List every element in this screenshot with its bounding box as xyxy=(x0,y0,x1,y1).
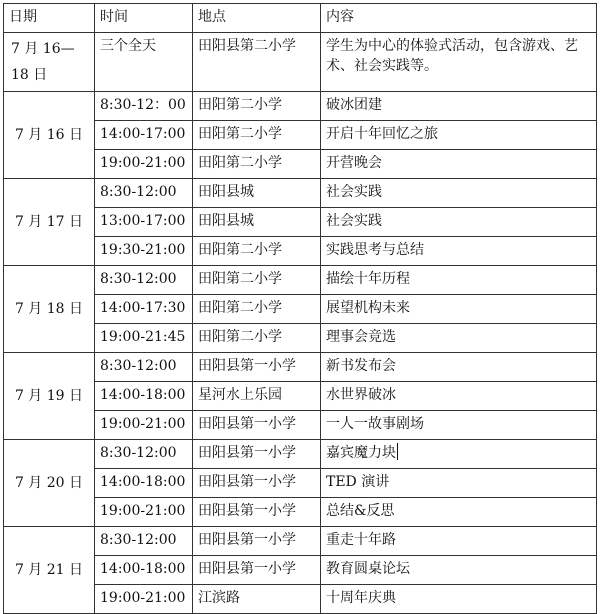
header-place: 地点 xyxy=(193,4,321,33)
date-cell: 7 月 17 日 xyxy=(4,179,95,266)
date-cell: 7 月 21 日 xyxy=(4,527,95,614)
place-cell: 田阳第二小学 xyxy=(193,92,321,121)
time-cell: 19:00-21:00 xyxy=(95,585,193,614)
table-row xyxy=(4,440,597,469)
content-cell: 新书发布会 xyxy=(321,353,597,382)
time-cell: 14:00-18:00 xyxy=(95,556,193,585)
time-cell: 8:30-12：00 xyxy=(95,92,193,121)
table-row xyxy=(4,179,597,208)
table-row xyxy=(4,92,597,121)
text-cursor xyxy=(397,443,398,460)
content-cell: 重走十年路 xyxy=(321,527,597,556)
time-cell: 14:00-17:00 xyxy=(95,121,193,150)
content-cell: 十周年庆典 xyxy=(321,585,597,614)
place-cell: 田阳第二小学 xyxy=(193,295,321,324)
content-cell: 教育圆桌论坛 xyxy=(321,556,597,585)
place-cell: 田阳县第二小学 xyxy=(193,33,321,92)
content-cell: 理事会竞选 xyxy=(321,324,597,353)
time-cell: 19:30-21:00 xyxy=(95,237,193,266)
content-cell: 展望机构未来 xyxy=(321,295,597,324)
time-cell: 14:00-18:00 xyxy=(95,469,193,498)
time-cell: 8:30-12:00 xyxy=(95,353,193,382)
content-cell: 开启十年回忆之旅 xyxy=(321,121,597,150)
place-cell: 田阳县第一小学 xyxy=(193,440,321,469)
place-cell: 田阳县第一小学 xyxy=(193,527,321,556)
time-cell: 三个全天 xyxy=(95,33,193,92)
content-cell: 开营晚会 xyxy=(321,150,597,179)
place-cell: 田阳县城 xyxy=(193,179,321,208)
content-cell: 社会实践 xyxy=(321,208,597,237)
place-cell: 田阳第二小学 xyxy=(193,121,321,150)
time-cell: 19:00-21:00 xyxy=(95,498,193,527)
table-row xyxy=(4,527,597,556)
content-cell: 总结&反思 xyxy=(321,498,597,527)
place-cell: 田阳县第一小学 xyxy=(193,469,321,498)
time-cell: 14:00-17:30 xyxy=(95,295,193,324)
table-row xyxy=(4,266,597,295)
table-row xyxy=(4,33,597,92)
time-cell: 8:30-12:00 xyxy=(95,266,193,295)
content-cell: 学生为中心的体验式活动，包含游戏、艺术、社会实践等。 xyxy=(321,33,597,92)
place-cell: 田阳第二小学 xyxy=(193,237,321,266)
content-cell: 水世界破冰 xyxy=(321,382,597,411)
time-cell: 19:00-21:00 xyxy=(95,411,193,440)
content-cell: 一人一故事剧场 xyxy=(321,411,597,440)
date-cell: 7 月 20 日 xyxy=(4,440,95,527)
time-cell: 14:00-18:00 xyxy=(95,382,193,411)
place-cell: 田阳第二小学 xyxy=(193,150,321,179)
content-cell: 破冰团建 xyxy=(321,92,597,121)
time-cell: 8:30-12:00 xyxy=(95,179,193,208)
date-cell: 7 月 19 日 xyxy=(4,353,95,440)
time-cell: 13:00-17:00 xyxy=(95,208,193,237)
schedule-table xyxy=(3,3,597,614)
place-cell: 田阳第二小学 xyxy=(193,266,321,295)
table-row xyxy=(4,353,597,382)
time-cell: 8:30-12:00 xyxy=(95,527,193,556)
place-cell: 田阳县第一小学 xyxy=(193,411,321,440)
content-cell: 嘉宾魔力块 xyxy=(321,440,597,469)
content-cell: 实践思考与总结 xyxy=(321,237,597,266)
date-cell: 7 月 18 日 xyxy=(4,266,95,353)
place-cell: 田阳县第一小学 xyxy=(193,498,321,527)
header-content: 内容 xyxy=(321,4,597,33)
place-cell: 田阳第二小学 xyxy=(193,324,321,353)
header-date: 日期 xyxy=(4,4,95,33)
place-cell: 田阳县城 xyxy=(193,208,321,237)
place-cell: 田阳县第一小学 xyxy=(193,353,321,382)
date-cell: 7 月 16—18 日 xyxy=(4,33,95,92)
content-cell: 描绘十年历程 xyxy=(321,266,597,295)
content-cell: 社会实践 xyxy=(321,179,597,208)
time-cell: 19:00-21:00 xyxy=(95,150,193,179)
date-cell: 7 月 16 日 xyxy=(4,92,95,179)
place-cell: 田阳县第一小学 xyxy=(193,556,321,585)
header-row xyxy=(4,4,597,33)
place-cell: 江滨路 xyxy=(193,585,321,614)
header-time: 时间 xyxy=(95,4,193,33)
time-cell: 8:30-12:00 xyxy=(95,440,193,469)
time-cell: 19:00-21:45 xyxy=(95,324,193,353)
place-cell: 星河水上乐园 xyxy=(193,382,321,411)
content-cell: TED 演讲 xyxy=(321,469,597,498)
